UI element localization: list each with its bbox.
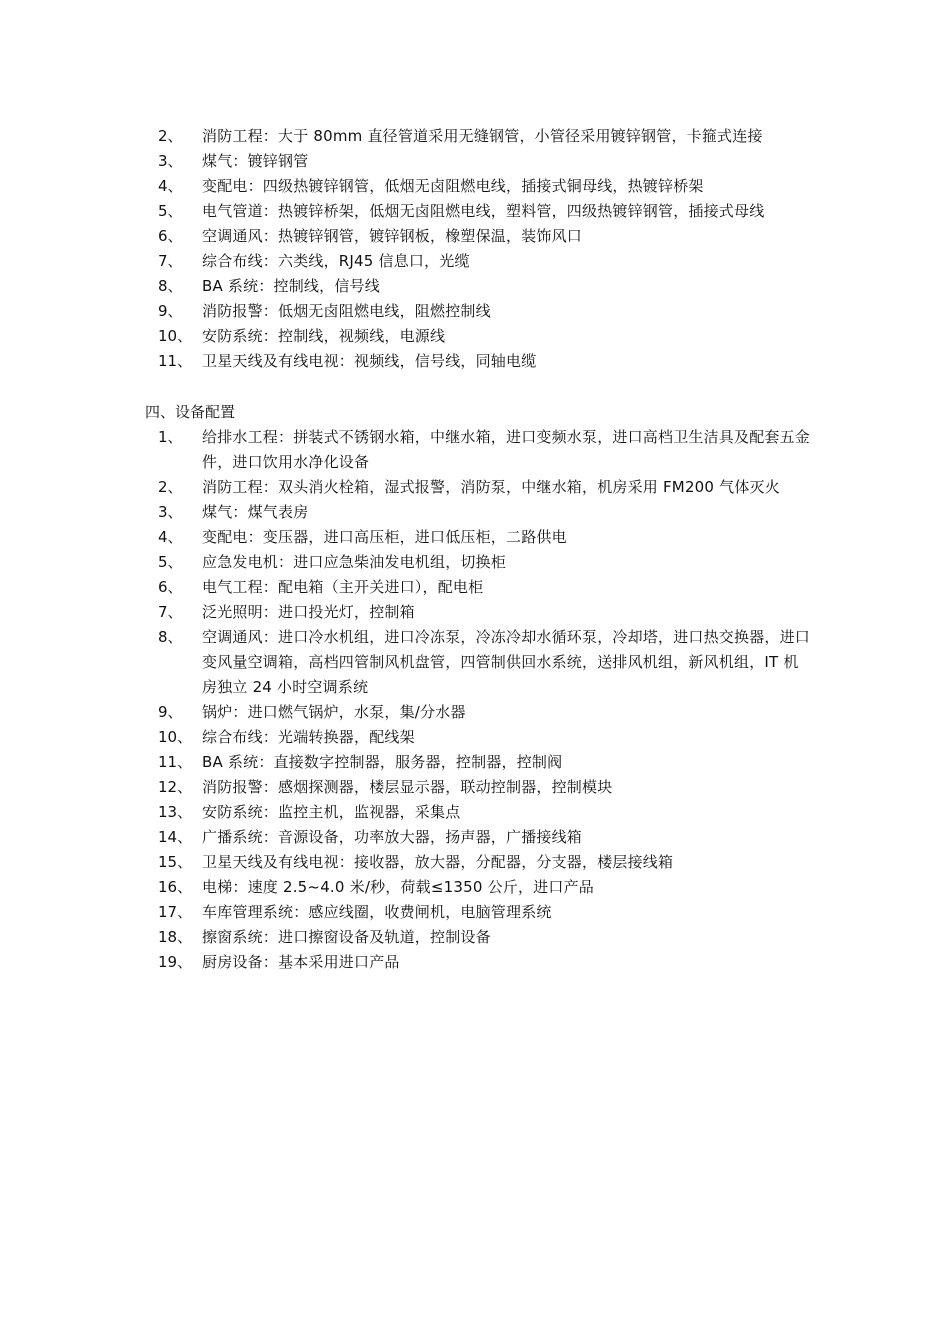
list-item-text: 锅炉：进口燃气锅炉，水泵，集/分水器 [202, 703, 466, 721]
list-item [0, 625, 950, 700]
list-item-number: 2、 [158, 127, 183, 145]
list-item-text: 电梯：速度 2.5~4.0 米/秒，荷载≤1350 公斤，进口产品 [202, 878, 594, 896]
list-item-number: 3、 [158, 503, 183, 521]
list-item-number: 10、 [158, 728, 193, 746]
section-3-list [0, 124, 950, 374]
list-item-number: 9、 [158, 302, 183, 320]
list-item [0, 174, 950, 199]
list-item [0, 349, 950, 374]
list-item-text: 变配电：变压器，进口高压柜，进口低压柜，二路供电 [202, 528, 567, 546]
list-item [0, 475, 950, 500]
list-item [0, 124, 950, 149]
list-item-text: 厨房设备：基本采用进口产品 [202, 953, 400, 971]
list-item-number: 14、 [158, 828, 193, 846]
list-item [0, 525, 950, 550]
list-item-text: 消防工程：双头消火栓箱，湿式报警，消防泵，中继水箱，机房采用 FM200 气体灭火 [202, 478, 780, 496]
list-item-number: 8、 [158, 277, 183, 295]
list-item-text: BA 系统：控制线，信号线 [202, 277, 380, 295]
list-item-text: 应急发电机：进口应急柴油发电机组，切换柜 [202, 553, 507, 571]
list-item-number: 11、 [158, 352, 193, 370]
list-item [0, 324, 950, 349]
list-item [0, 850, 950, 875]
list-item-text: 消防报警：低烟无卤阻燃电线，阻燃控制线 [202, 302, 491, 320]
list-item [0, 249, 950, 274]
list-item-text: 消防报警：感烟探测器，楼层显示器，联动控制器，控制模块 [202, 778, 613, 796]
list-item [0, 950, 950, 975]
list-item [0, 775, 950, 800]
list-item-number: 10、 [158, 327, 193, 345]
list-item [0, 575, 950, 600]
list-item-text: 变配电：四级热镀锌钢管，低烟无卤阻燃电线，插接式铜母线，热镀锌桥架 [202, 177, 704, 195]
list-item [0, 425, 950, 475]
list-item-text: 空调通风：热镀锌钢管，镀锌钢板，橡塑保温，装饰风口 [202, 227, 583, 245]
list-item-number: 16、 [158, 878, 193, 896]
list-item [0, 800, 950, 825]
list-item-number: 18、 [158, 928, 193, 946]
list-item-text: BA 系统：直接数字控制器，服务器，控制器，控制阀 [202, 753, 563, 771]
list-item-text: 广播系统：音源设备，功率放大器，扬声器，广播接线箱 [202, 828, 583, 846]
list-item-text: 卫星天线及有线电视：视频线，信号线，同轴电缆 [202, 352, 537, 370]
list-item-number: 7、 [158, 603, 183, 621]
list-item-number: 4、 [158, 528, 183, 546]
list-item-number: 11、 [158, 753, 193, 771]
list-item-text: 综合布线：六类线，RJ45 信息口，光缆 [202, 252, 470, 270]
list-item [0, 600, 950, 625]
list-item [0, 550, 950, 575]
list-item-text: 煤气：煤气表房 [202, 503, 309, 521]
list-item-text: 空调通风：进口冷水机组，进口冷冻泵，冷冻冷却水循环泵，冷却塔，进口热交换器，进口变风量空调箱，高档四管制风机盘管，四管制供回水系统，送排风机组，新风机组，IT 机房独立 24 小时空调系统 [202, 628, 811, 696]
list-item [0, 700, 950, 725]
section-4-list [0, 425, 950, 975]
list-item-text: 消防工程：大于 80mm 直径管道采用无缝钢管，小管径采用镀锌钢管，卡箍式连接 [202, 127, 763, 145]
list-item [0, 199, 950, 224]
list-item [0, 725, 950, 750]
list-item-number: 5、 [158, 202, 183, 220]
list-item-text: 卫星天线及有线电视：接收器，放大器，分配器，分支器，楼层接线箱 [202, 853, 674, 871]
list-item-text: 煤气：镀锌钢管 [202, 152, 309, 170]
list-item [0, 274, 950, 299]
list-item-text: 安防系统：监控主机，监视器，采集点 [202, 803, 461, 821]
list-item [0, 750, 950, 775]
list-item-number: 12、 [158, 778, 193, 796]
list-item-text: 安防系统：控制线，视频线，电源线 [202, 327, 446, 345]
list-item [0, 299, 950, 324]
list-item-text: 综合布线：光端转换器，配线架 [202, 728, 415, 746]
list-item [0, 149, 950, 174]
list-item-number: 4、 [158, 177, 183, 195]
list-item-number: 2、 [158, 478, 183, 496]
document-body [0, 124, 950, 975]
list-item [0, 825, 950, 850]
list-item [0, 224, 950, 249]
list-item-text: 电气管道：热镀锌桥架，低烟无卤阻燃电线，塑料管，四级热镀锌钢管，插接式母线 [202, 202, 765, 220]
list-item-text: 电气工程：配电箱（主开关进口），配电柜 [202, 578, 484, 596]
list-item-number: 19、 [158, 953, 193, 971]
list-item-number: 17、 [158, 903, 193, 921]
list-item [0, 925, 950, 950]
list-item-text: 泛光照明：进口投光灯，控制箱 [202, 603, 415, 621]
list-item-number: 13、 [158, 803, 193, 821]
list-item [0, 900, 950, 925]
list-item-text: 擦窗系统：进口擦窗设备及轨道，控制设备 [202, 928, 491, 946]
list-item [0, 875, 950, 900]
list-item-number: 9、 [158, 703, 183, 721]
list-item-number: 7、 [158, 252, 183, 270]
list-item-number: 1、 [158, 428, 183, 446]
list-item-number: 3、 [158, 152, 183, 170]
section-4-heading: 四、设备配置 [145, 403, 236, 421]
list-item-text: 给排水工程：拼装式不锈钢水箱，中继水箱，进口变频水泵，进口高档卫生洁具及配套五金件，进口饮用水净化设备 [202, 428, 811, 471]
list-item-number: 6、 [158, 227, 183, 245]
list-item-number: 6、 [158, 578, 183, 596]
list-item-number: 8、 [158, 628, 183, 646]
list-item-text: 车库管理系统：感应线圈，收费闸机，电脑管理系统 [202, 903, 552, 921]
list-item [0, 500, 950, 525]
list-item-number: 5、 [158, 553, 183, 571]
list-item-number: 15、 [158, 853, 193, 871]
